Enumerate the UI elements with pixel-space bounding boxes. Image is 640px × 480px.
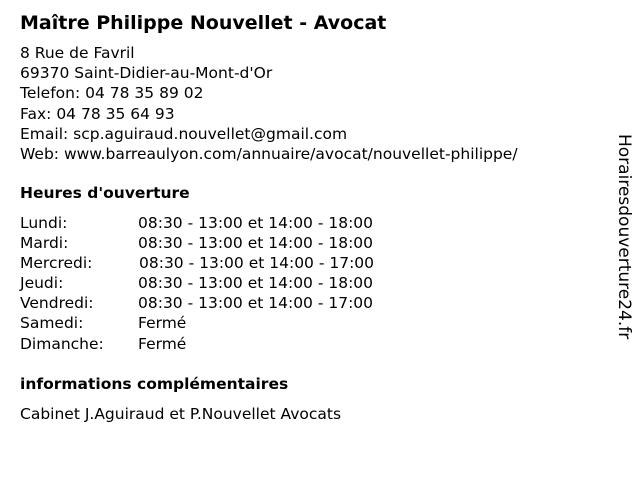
hours-row-saturday xyxy=(20,313,460,333)
website-url: Web: www.barreaulyon.com/annuaire/avocat/nouvellet-philippe/ xyxy=(20,144,518,163)
hours-row-friday xyxy=(20,293,460,313)
opening-hours-table xyxy=(20,213,460,354)
hours-row-sunday xyxy=(20,334,460,354)
day-label: Mercredi: xyxy=(20,254,93,273)
hours-value: 08:30 - 13:00 et 14:00 - 17:00 xyxy=(139,254,375,273)
contact-block xyxy=(20,43,518,164)
additional-info-text: Cabinet J.Aguiraud et P.Nouvellet Avocats xyxy=(20,405,342,423)
address-street: 8 Rue de Favril xyxy=(20,44,135,62)
day-label: Samedi: xyxy=(20,314,84,333)
address-city: 69370 Saint-Didier-au-Mont-d'Or xyxy=(20,64,273,83)
hours-value: 08:30 - 13:00 et 14:00 - 18:00 xyxy=(138,214,374,232)
page-title: Maître Philippe Nouvellet - Avocat xyxy=(20,12,387,34)
day-label: Dimanche: xyxy=(20,334,104,353)
hours-row-tuesday xyxy=(20,233,460,253)
hours-value: Fermé xyxy=(138,334,187,353)
day-label: Lundi: xyxy=(20,214,68,232)
day-label: Vendredi: xyxy=(20,294,94,313)
additional-info-heading: informations complémentaires xyxy=(20,375,289,393)
day-label: Jeudi: xyxy=(20,274,64,293)
hours-value: 08:30 - 13:00 et 14:00 - 17:00 xyxy=(138,294,374,313)
hours-value: 08:30 - 13:00 et 14:00 - 18:00 xyxy=(138,234,374,253)
phone-number: Telefon: 04 78 35 89 02 xyxy=(20,84,204,103)
hours-value: 08:30 - 13:00 et 14:00 - 18:00 xyxy=(138,274,374,293)
hours-value: Fermé xyxy=(138,314,187,333)
opening-hours-heading: Heures d'ouverture xyxy=(20,184,190,202)
site-watermark: Horairesdouverture24.fr xyxy=(614,134,634,340)
hours-row-monday xyxy=(20,213,460,233)
hours-row-wednesday xyxy=(20,253,460,273)
fax-number: Fax: 04 78 35 64 93 xyxy=(20,104,175,123)
email-address: Email: scp.aguiraud.nouvellet@gmail.com xyxy=(20,124,348,143)
hours-row-thursday xyxy=(20,273,460,293)
day-label: Mardi: xyxy=(20,234,69,253)
